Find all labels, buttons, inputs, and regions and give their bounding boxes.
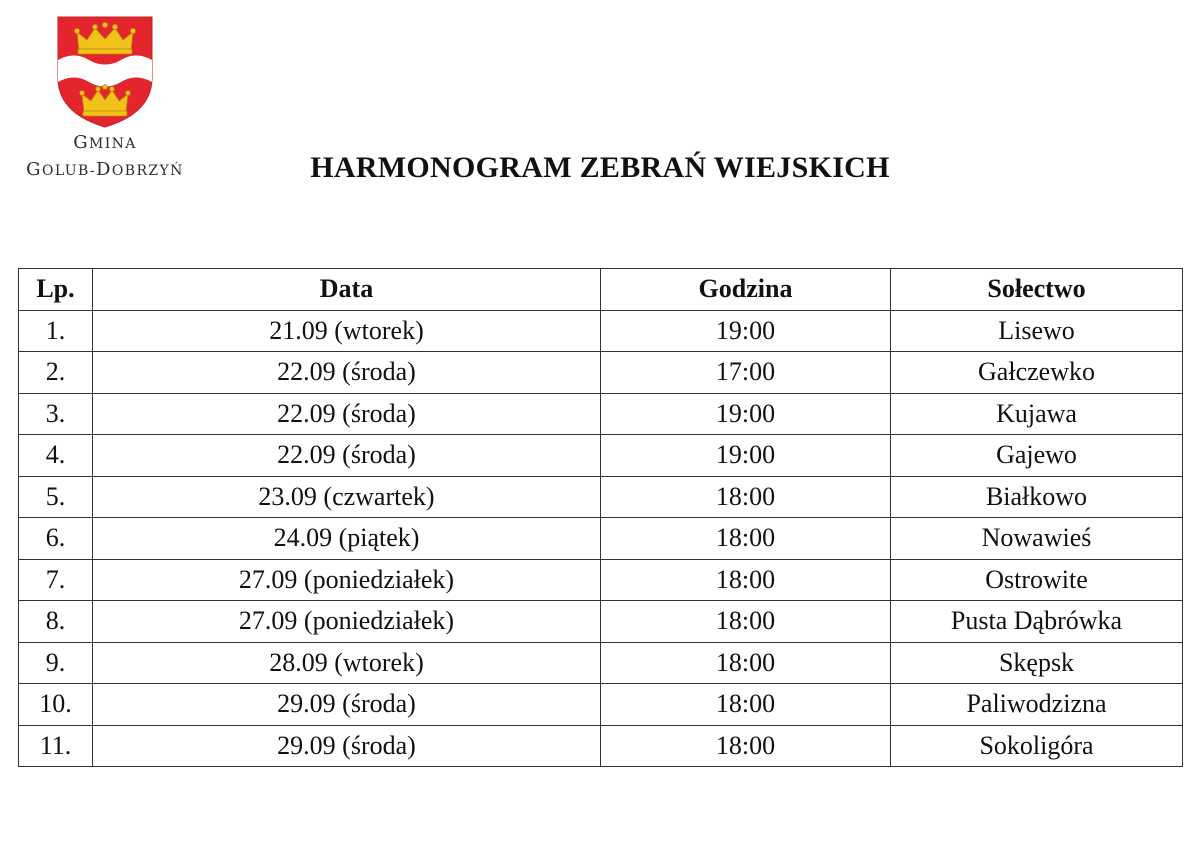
page-title: HARMONOGRAM ZEBRAŃ WIEJSKICH: [310, 151, 890, 184]
row-number-cell: 2.: [19, 352, 93, 394]
date-cell: 27.09 (poniedziałek): [93, 601, 601, 643]
column-godzina-header: Godzina: [601, 269, 891, 311]
table-header-row: [19, 269, 1183, 311]
table-row: [19, 725, 1183, 767]
time-cell: 18:00: [601, 476, 891, 518]
column-lp-header: Lp.: [19, 269, 93, 311]
brand-name-line2: [12, 161, 198, 179]
table-body: [19, 310, 1183, 767]
column-data-header: Data: [93, 269, 601, 311]
table-row: [19, 310, 1183, 352]
village-cell: Sokoligóra: [891, 725, 1183, 767]
date-cell: 22.09 (środa): [93, 435, 601, 477]
time-cell: 18:00: [601, 518, 891, 560]
village-cell: Paliwodzizna: [891, 684, 1183, 726]
time-cell: 18:00: [601, 642, 891, 684]
date-cell: 21.09 (wtorek): [93, 310, 601, 352]
village-cell: Nowawieś: [891, 518, 1183, 560]
date-cell: 29.09 (środa): [93, 684, 601, 726]
village-cell: Gałczewko: [891, 352, 1183, 394]
village-cell: Ostrowite: [891, 559, 1183, 601]
row-number-cell: 3.: [19, 393, 93, 435]
table-row: [19, 684, 1183, 726]
time-cell: 17:00: [601, 352, 891, 394]
brand-line2-text: GOLUB-DOBRZYŃ: [26, 159, 184, 180]
time-cell: 18:00: [601, 684, 891, 726]
village-cell: Lisewo: [891, 310, 1183, 352]
date-cell: 24.09 (piątek): [93, 518, 601, 560]
table-row: [19, 601, 1183, 643]
time-cell: 18:00: [601, 725, 891, 767]
time-cell: 19:00: [601, 435, 891, 477]
row-number-cell: 5.: [19, 476, 93, 518]
time-cell: 19:00: [601, 310, 891, 352]
date-cell: 28.09 (wtorek): [93, 642, 601, 684]
village-cell: Białkowo: [891, 476, 1183, 518]
row-number-cell: 8.: [19, 601, 93, 643]
village-cell: Gajewo: [891, 435, 1183, 477]
table-row: [19, 352, 1183, 394]
table-row: [19, 476, 1183, 518]
table-row: [19, 559, 1183, 601]
brand-name-line1: [12, 134, 198, 152]
table-row: [19, 393, 1183, 435]
time-cell: 18:00: [601, 601, 891, 643]
village-cell: Pusta Dąbrówka: [891, 601, 1183, 643]
village-cell: Kujawa: [891, 393, 1183, 435]
row-number-cell: 7.: [19, 559, 93, 601]
date-cell: 23.09 (czwartek): [93, 476, 601, 518]
row-number-cell: 1.: [19, 310, 93, 352]
schedule-table: [18, 268, 1183, 767]
table-row: [19, 642, 1183, 684]
row-number-cell: 11.: [19, 725, 93, 767]
date-cell: 27.09 (poniedziałek): [93, 559, 601, 601]
row-number-cell: 9.: [19, 642, 93, 684]
column-solectwo-header: Sołectwo: [891, 269, 1183, 311]
table-row: [19, 435, 1183, 477]
row-number-cell: 10.: [19, 684, 93, 726]
table-row: [19, 518, 1183, 560]
row-number-cell: 4.: [19, 435, 93, 477]
row-number-cell: 6.: [19, 518, 93, 560]
date-cell: 29.09 (środa): [93, 725, 601, 767]
time-cell: 19:00: [601, 393, 891, 435]
village-cell: Skępsk: [891, 642, 1183, 684]
date-cell: 22.09 (środa): [93, 352, 601, 394]
time-cell: 18:00: [601, 559, 891, 601]
date-cell: 22.09 (środa): [93, 393, 601, 435]
coat-of-arms-icon: [57, 16, 153, 128]
brand-line1-text: GMINA: [73, 132, 137, 153]
